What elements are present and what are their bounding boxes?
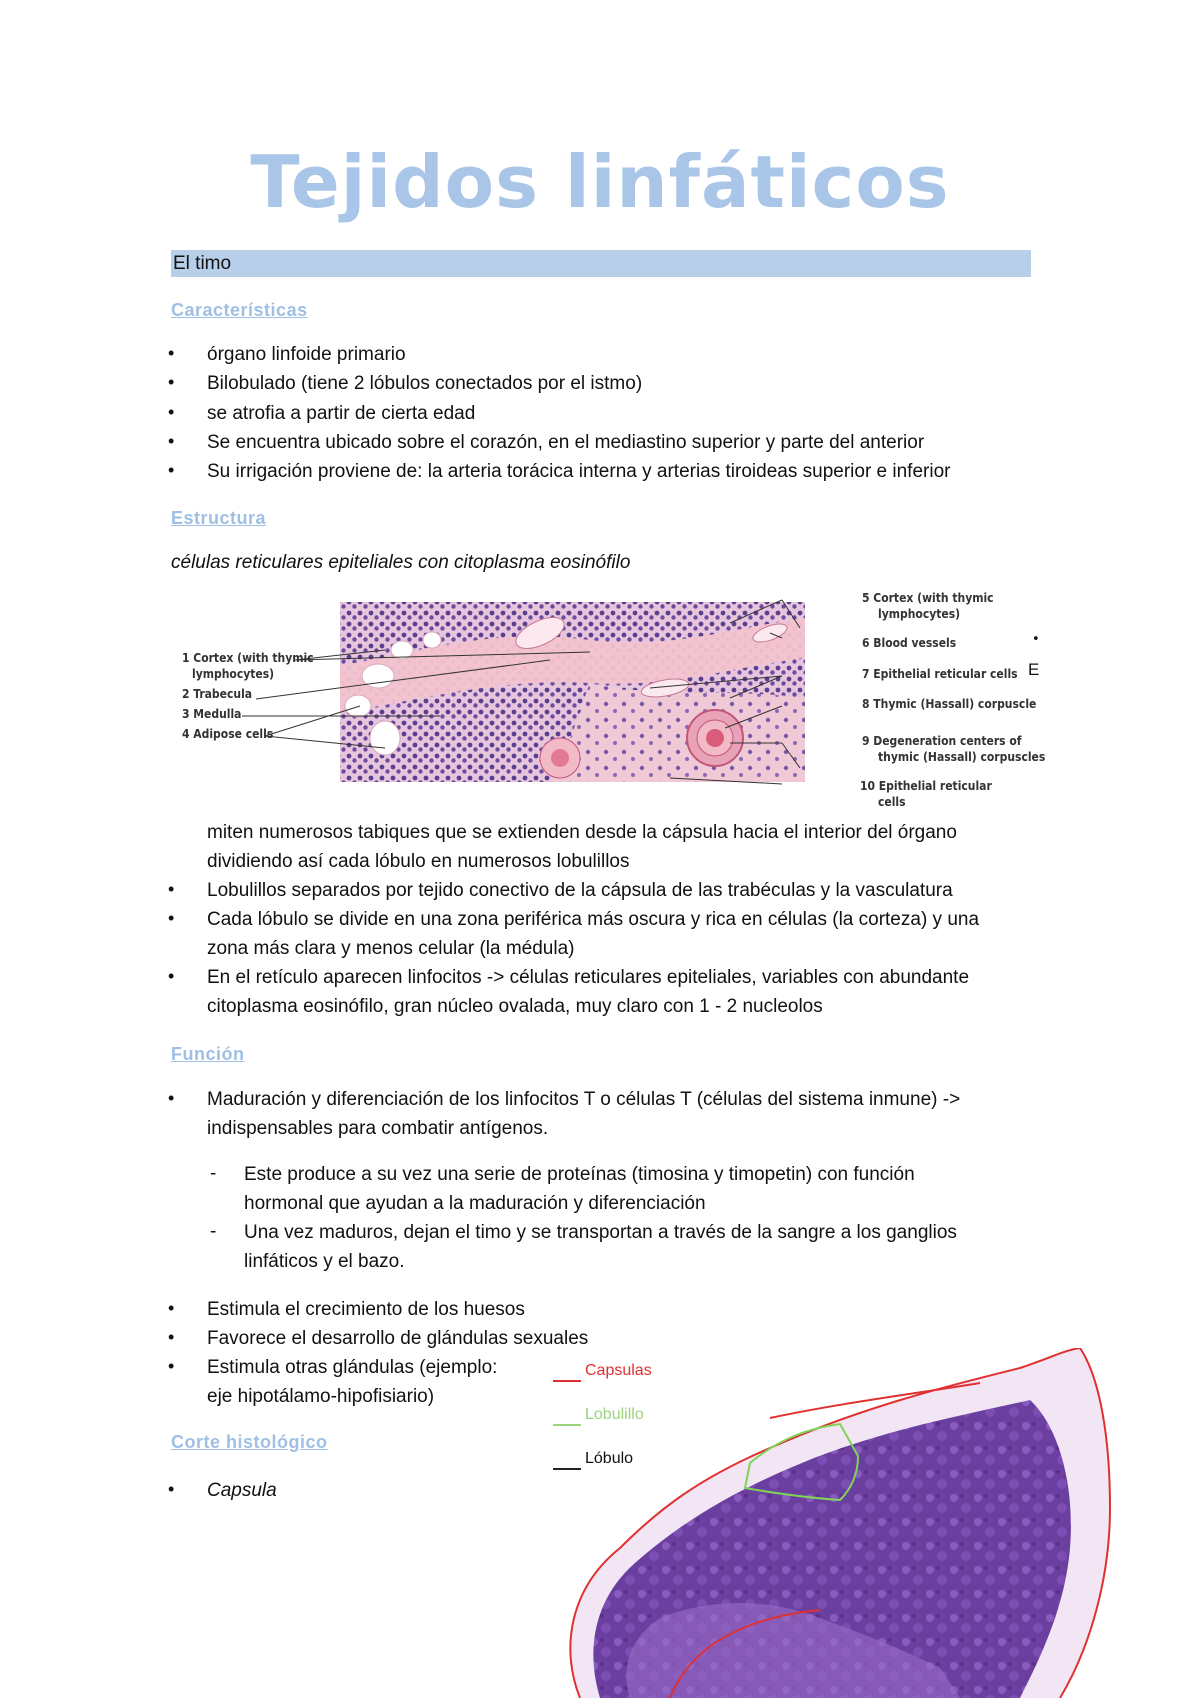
legend-label-lobulo: Lóbulo <box>585 1450 634 1467</box>
figure-label: thymic (Hassall) corpuscles <box>878 750 1046 764</box>
bullet <box>168 1479 174 1500</box>
list-item-continuation: eje hipotálamo-hipofisiario) <box>207 1386 435 1407</box>
section-title-bar <box>171 250 1031 277</box>
bullet <box>168 1298 174 1319</box>
list-item: En el retículo aparecen linfocitos -> células reticulares epiteliales, variables con abundante <box>207 967 970 988</box>
list-item: Bilobulado (tiene 2 lóbulos conectados por el istmo) <box>207 373 643 394</box>
list-item-continuation: indispensables para combatir antígenos. <box>207 1118 549 1139</box>
bullet <box>168 908 174 929</box>
list-item: Cada lóbulo se divide en una zona periférica más oscura y rica en células (la corteza) y una <box>207 909 980 930</box>
figure-label: 6 Blood vessels <box>862 636 957 650</box>
figure-label: lymphocytes) <box>192 667 275 681</box>
bullet <box>168 343 174 364</box>
list-item-continuation: citoplasma eosinófilo, gran núcleo ovalada, muy claro con 1 - 2 nucleolos <box>207 996 823 1017</box>
medulla-region <box>550 683 805 782</box>
sub-item-continuation: hormonal que ayudan a la maduración y diferenciación <box>244 1193 706 1214</box>
section-title: El timo <box>173 253 232 274</box>
sub-item: Este produce a su vez una serie de proteínas (timosina y timopetin) con función <box>244 1164 915 1185</box>
dash-marker: - <box>210 1221 217 1242</box>
bullet <box>168 460 174 481</box>
list-item: Favorece el desarrollo de glándulas sexuales <box>207 1328 589 1349</box>
paragraph-line: miten numerosos tabiques que se extienden desde la cápsula hacia el interior del órgano <box>207 822 957 843</box>
list-item: Capsula <box>207 1480 277 1501</box>
bullet <box>168 879 174 900</box>
list-item-continuation: zona más clara y menos celular (la médula) <box>207 938 575 959</box>
figure-bullet-dot: • <box>1032 632 1040 647</box>
list-item: Su irrigación proviene de: la arteria torácica interna y arterias tiroideas superior e inferior <box>207 461 951 482</box>
stray-letter: E <box>1028 660 1040 679</box>
figure-label: 1 Cortex (with thymic <box>182 651 314 665</box>
figure-label: 5 Cortex (with thymic <box>862 591 994 605</box>
list-item: Maduración y diferenciación de los linfocitos T o células T (células del sistema inmune) -> <box>207 1089 961 1110</box>
bullet <box>168 1088 174 1109</box>
figure-label: 10 Epithelial reticular <box>860 779 992 793</box>
heading-caracteristicas: Características <box>171 300 308 320</box>
thymus-section-image <box>540 1348 1140 1698</box>
bullet <box>168 372 174 393</box>
figure-label: lymphocytes) <box>878 607 961 621</box>
legend-label-capsulas: Capsulas <box>585 1362 652 1379</box>
figure-label: 3 Medulla <box>182 707 242 721</box>
estructura-subtitle: células reticulares epiteliales con citoplasma eosinófilo <box>171 552 631 573</box>
legend-label-lobulillo: Lobulillo <box>585 1406 644 1423</box>
sub-item-continuation: linfáticos y el bazo. <box>244 1251 405 1272</box>
figure-label: cells <box>878 795 906 809</box>
paragraph-line: dividiendo así cada lóbulo en numerosos lobulillos <box>207 851 630 872</box>
figure-label: 4 Adipose cells <box>182 727 274 741</box>
list-item: se atrofia a partir de cierta edad <box>207 403 476 424</box>
list-item: Se encuentra ubicado sobre el corazón, en el mediastino superior y parte del anterior <box>207 432 925 453</box>
sub-item: Una vez maduros, dejan el timo y se transportan a través de la sangre a los ganglios <box>244 1222 957 1243</box>
list-item: Lobulillos separados por tejido conectivo de la cápsula de las trabéculas y la vasculatura <box>207 880 953 901</box>
figure-label: 8 Thymic (Hassall) corpuscle <box>862 697 1037 711</box>
heading-corte-histologico: Corte histológico <box>171 1432 328 1452</box>
bullet <box>168 966 174 987</box>
bullet <box>168 1356 174 1377</box>
figure-label: 2 Trabecula <box>182 687 253 701</box>
heading-funcion: Función <box>171 1044 245 1064</box>
list-item: órgano linfoide primario <box>207 344 406 365</box>
bullet <box>168 402 174 423</box>
list-item: Estimula el crecimiento de los huesos <box>207 1299 525 1320</box>
figure-label: 7 Epithelial reticular cells <box>862 667 1018 681</box>
page-title: Tejidos linfáticos <box>250 140 950 224</box>
bullet <box>168 431 174 452</box>
dash-marker: - <box>210 1163 217 1184</box>
heading-estructura: Estructura <box>171 508 267 528</box>
bullet <box>168 1327 174 1348</box>
figure-label: 9 Degeneration centers of <box>862 734 1022 748</box>
list-item: Estimula otras glándulas (ejemplo: <box>207 1357 498 1378</box>
